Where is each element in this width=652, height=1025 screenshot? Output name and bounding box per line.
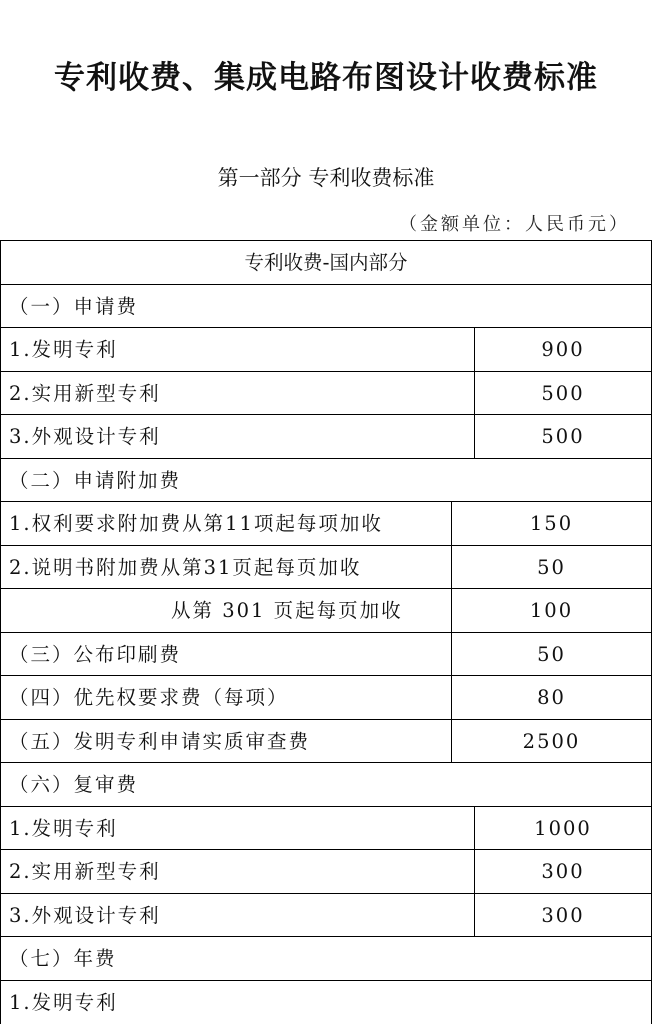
row-label: 3.外观设计专利 [9, 425, 161, 448]
row-label: 1.发明专利 [9, 990, 118, 1014]
table-row [0, 502, 652, 546]
row-label: （五）发明专利申请实质审查费 [9, 729, 311, 753]
table-header-row [0, 241, 652, 285]
row-label: （一）申请费 [9, 294, 139, 318]
table-row [0, 807, 652, 851]
row-value: 50 [451, 546, 651, 589]
part-title: 第一部分 专利收费标准 [217, 166, 435, 190]
row-label: （三）公布印刷费 [9, 642, 182, 666]
table-row [0, 894, 652, 938]
table-row [0, 589, 652, 633]
table-row [0, 459, 652, 503]
row-value: 1000 [474, 807, 651, 850]
table-row [0, 415, 652, 459]
row-value: 2500 [451, 720, 651, 763]
row-label: （二）申请附加费 [9, 468, 182, 492]
row-value: 150 [451, 502, 651, 545]
row-value: 300 [474, 894, 651, 937]
table-row [0, 850, 652, 894]
row-label: （四）优先权要求费（每项） [9, 686, 289, 709]
table-row [0, 546, 652, 590]
row-label: 1.发明专利 [9, 816, 118, 840]
row-value: 50 [451, 633, 651, 676]
row-label: 3.外观设计专利 [9, 903, 161, 927]
table-row [0, 763, 652, 807]
table-row [0, 981, 652, 1025]
row-value: 300 [474, 850, 651, 893]
unit-note: （金额单位：人民币元） [399, 214, 630, 235]
table-row [0, 328, 652, 372]
row-label: 2.实用新型专利 [9, 381, 161, 405]
fee-table [0, 240, 652, 1024]
row-value: 900 [474, 328, 651, 371]
row-label: （六）复审费 [9, 773, 139, 796]
row-label: 1.发明专利 [9, 338, 118, 361]
row-label: 2.实用新型专利 [9, 860, 161, 883]
row-value: 500 [474, 415, 651, 458]
row-label: 从第 301 页起每页加收 [171, 599, 403, 622]
table-header: 专利收费-国内部分 [244, 251, 408, 274]
table-row [0, 285, 652, 329]
document-title: 专利收费、集成电路布图设计收费标准 [54, 60, 598, 96]
row-label: 2.说明书附加费从第31页起每页加收 [9, 555, 362, 579]
table-row [0, 633, 652, 677]
row-label: （七）年费 [9, 947, 117, 970]
table-row [0, 372, 652, 416]
row-value: 100 [451, 589, 651, 632]
table-row [0, 937, 652, 981]
row-label: 1.权利要求附加费从第11项起每项加收 [9, 512, 383, 535]
row-value: 500 [474, 372, 651, 415]
table-row [0, 676, 652, 720]
table-row [0, 720, 652, 764]
row-value: 80 [451, 676, 651, 719]
